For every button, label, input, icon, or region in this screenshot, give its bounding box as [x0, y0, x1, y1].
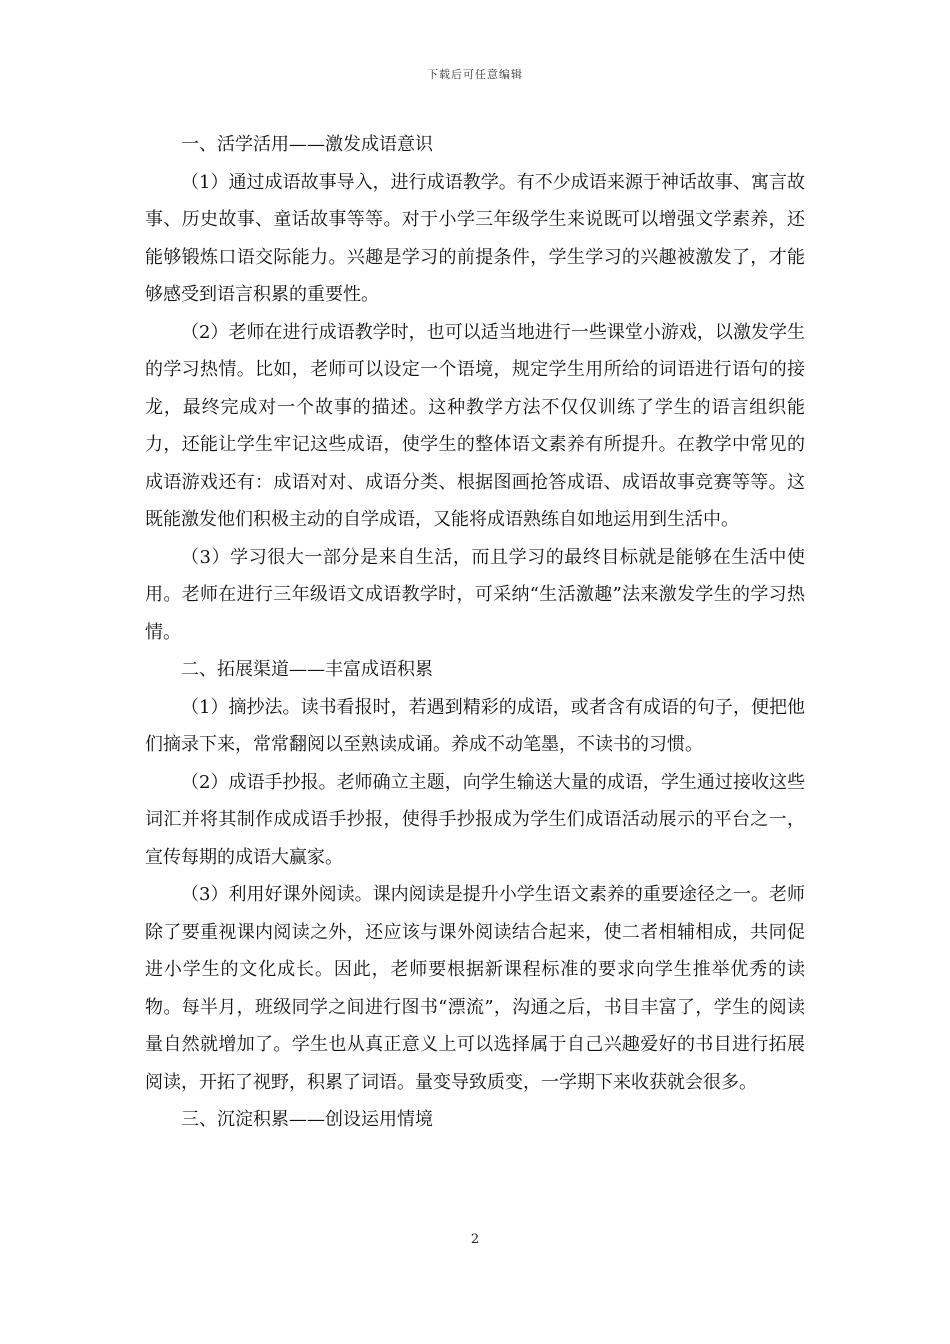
page-header: 下载后可任意编辑 — [427, 68, 523, 81]
paragraph-2-2: （2）成语手抄报。老师确立主题，向学生输送大量的成语，学生通过接收这些词汇并将其制作成成语手抄报，使得手抄报成为学生们成语活动展示的平台之一，宣传每期的成语大赢家。 — [145, 771, 805, 868]
paragraph-1-2: （2）老师在进行成语教学时，也可以适当地进行一些课堂小游戏，以激发学生的学习热情。比如，老师可以设定一个语境，规定学生用所给的词语进行语句的接龙，最终完成对一个故事的描述。这种教学方法不仅仅训练了学生的语言组织能力，还能让学生牢记这些成语，使学生的整体语文素养有所提升。在教学中常见的成语游戏还有：成语对对、成语分类、根据图画抢答成语、成语故事竞赛等等。这既能激发他们积极主动的自学成语，又能将成语熟练自如地运用到生活中。 — [145, 321, 805, 530]
paragraph-2-3: （3）利用好课外阅读。课内阅读是提升小学生语文素养的重要途径之一。老师除了要重视课内阅读之外，还应该与课外阅读结合起来，使二者相辅相成，共同促进小学生的文化成长。因此，老师要根据新课程标准的要求向学生推举优秀的读物。每半月，班级同学之间进行图书“漂流”，沟通之后，书目丰富了，学生的阅读量自然就增加了。学生也从真正意义上可以选择属于自己兴趣爱好的书目进行拓展阅读，开拓了视野，积累了词语。量变导致质变，一学期下来收获就会很多。 — [145, 884, 805, 1093]
paragraph-1-1: （1）通过成语故事导入，进行成语教学。有不少成语来源于神话故事、寓言故事、历史故事、童话故事等等。对于小学三年级学生来说既可以增强文学素养，还能够锻炼口语交际能力。兴趣是学习的前提条件，学生学习的兴趣被激发了，才能够感受到语言积累的重要性。 — [145, 171, 805, 305]
document-body — [145, 126, 805, 1139]
section-heading-3: 三、沉淀积累——创设运用情境 — [181, 1109, 433, 1130]
section-heading-1: 一、活学活用——激发成语意识 — [181, 134, 433, 155]
page-number: 2 — [470, 1232, 480, 1247]
section-heading-2: 二、拓展渠道——丰富成语积累 — [181, 659, 433, 680]
paragraph-1-3: （3）学习很大一部分是来自生活，而且学习的最终目标就是能够在生活中使用。老师在进行三年级语文成语教学时，可采纳“生活激趣”法来激发学生的学习热情。 — [145, 546, 805, 643]
paragraph-2-1: （1）摘抄法。读书看报时，若遇到精彩的成语，或者含有成语的句子，便把他们摘录下来，常常翻阅以至熟读成诵。养成不动笔墨，不读书的习惯。 — [145, 696, 805, 755]
